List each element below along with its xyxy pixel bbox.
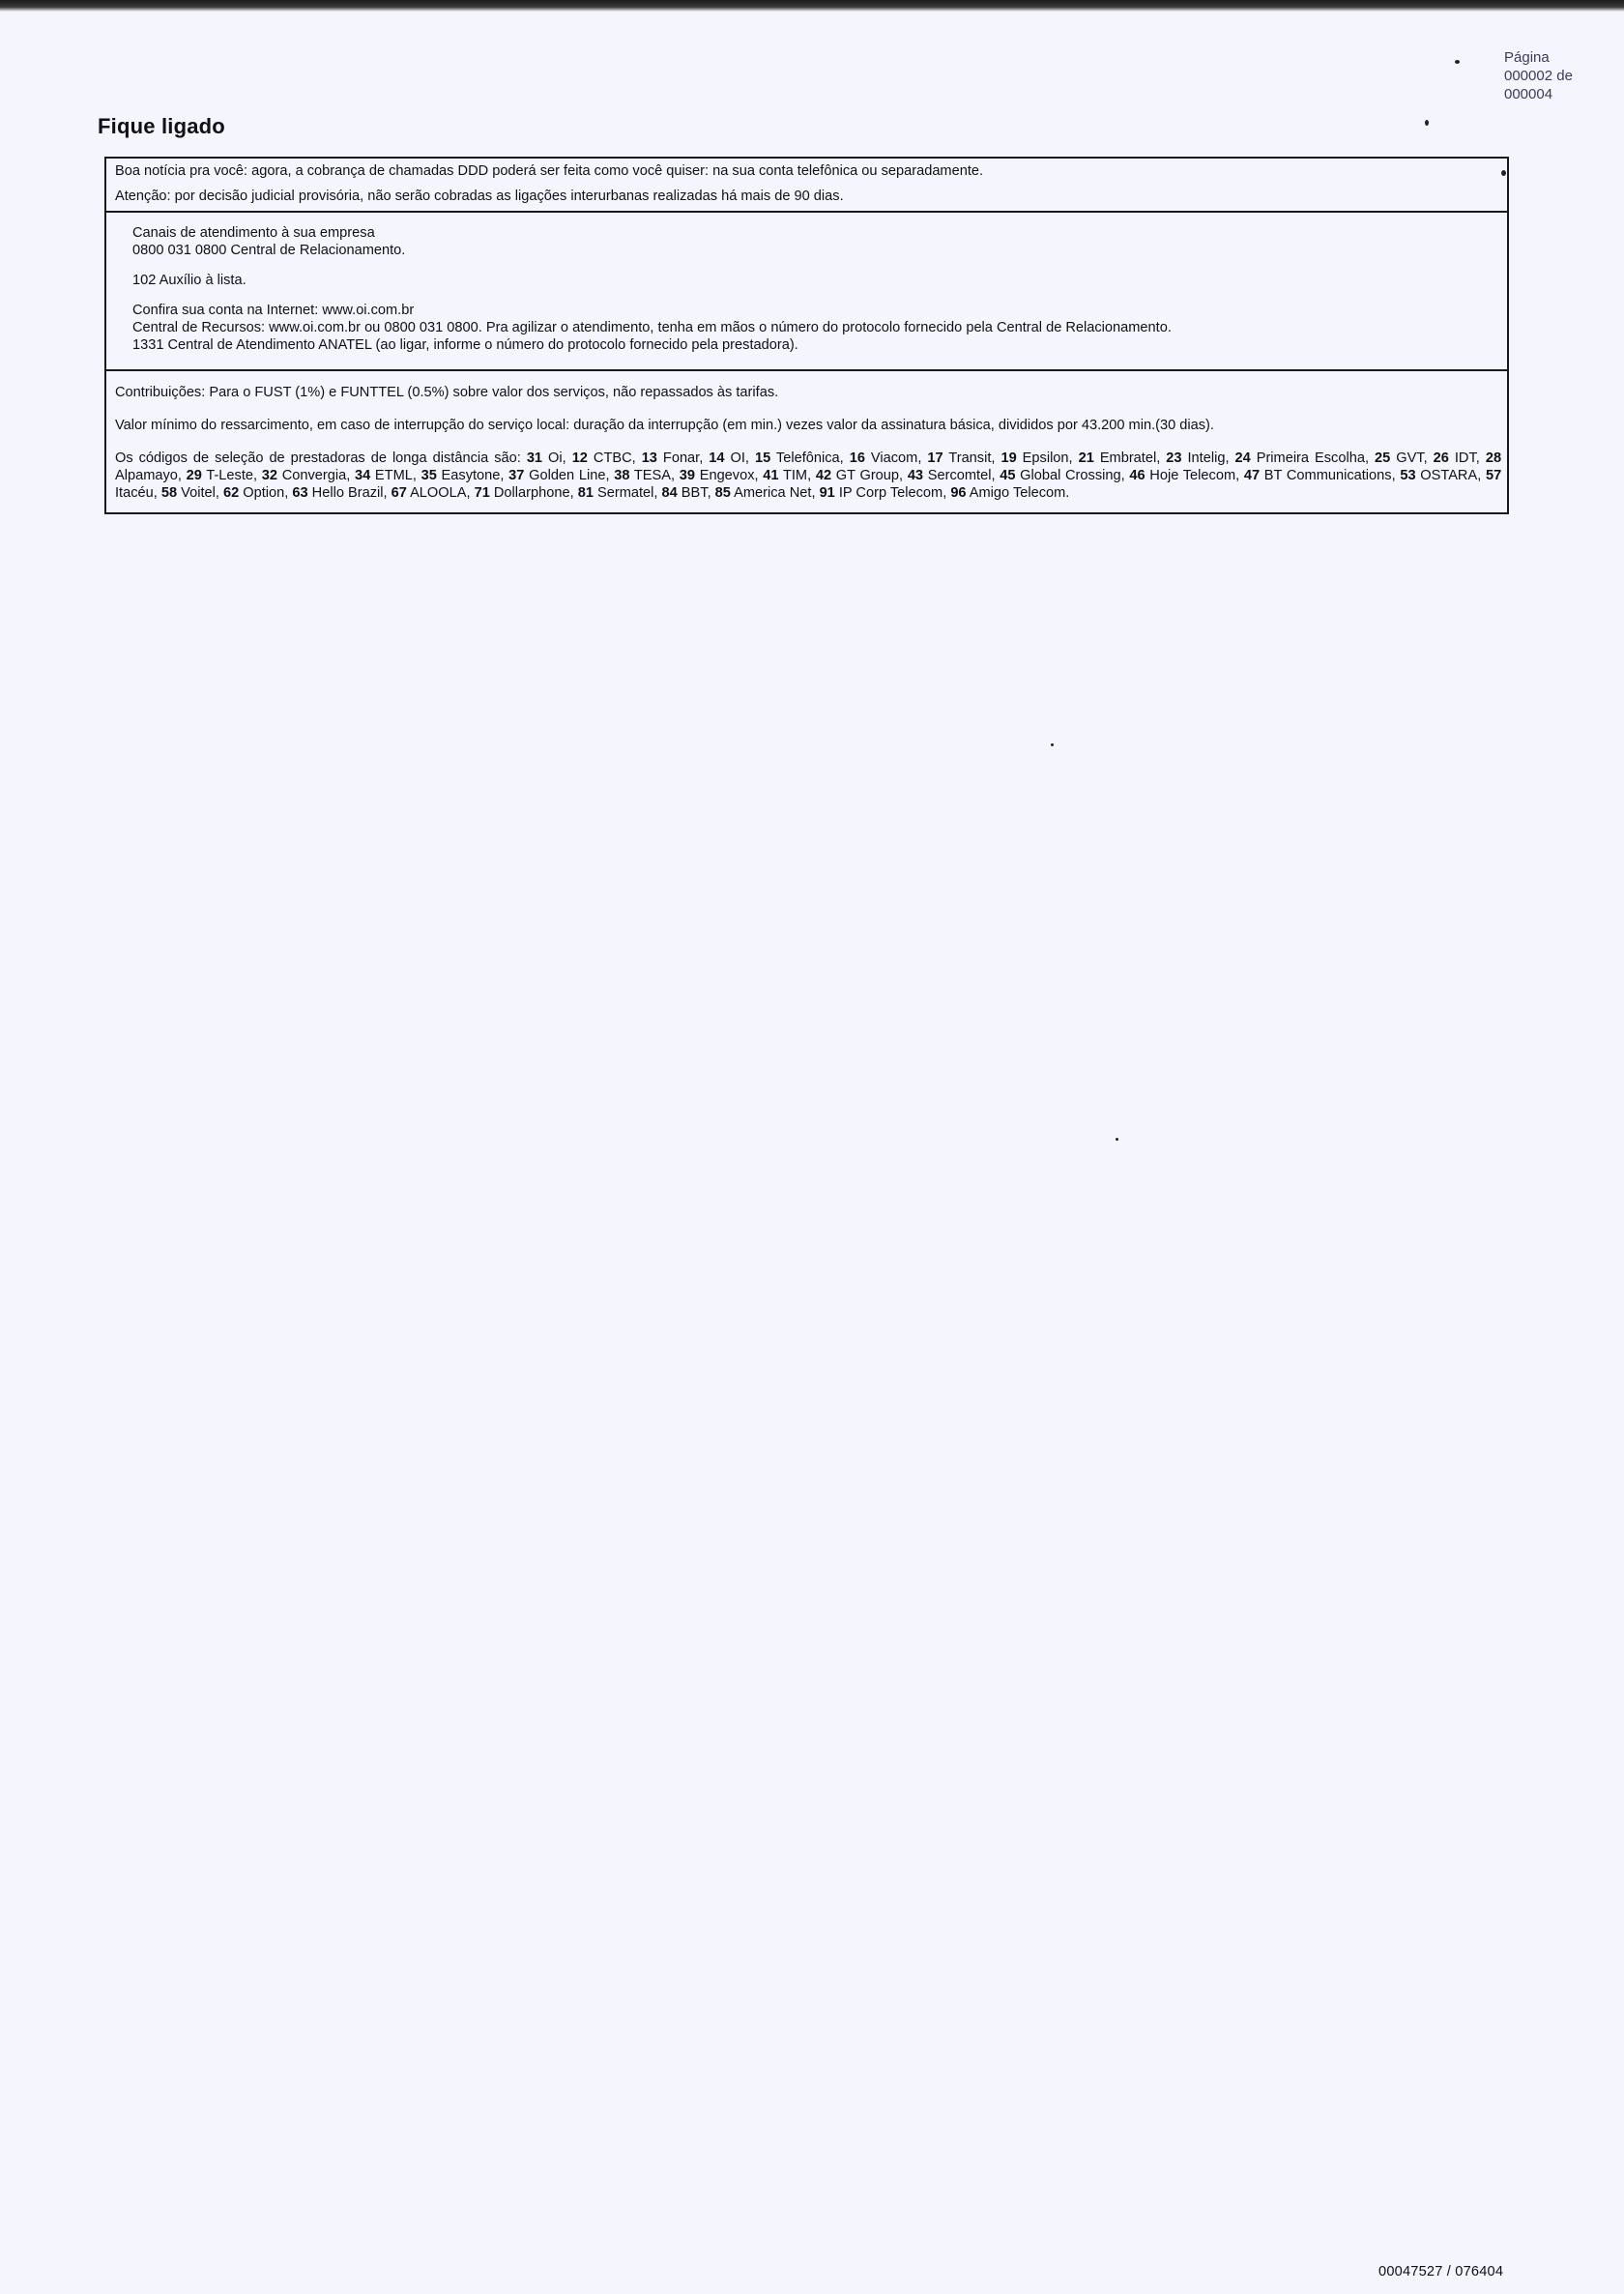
carrier-item [680,468,755,483]
document-code: 00047527 / 076404 [1378,2264,1504,2279]
carrier-code: 42 [815,468,832,483]
carrier-name: Hello Brazil [307,485,384,501]
carrier-name: CTBC [587,450,632,466]
carrier-code: 23 [1166,450,1182,466]
directory-assistance: 102 Auxílio à lista. [132,273,246,288]
carrier-item [527,450,563,466]
carrier-item [1375,450,1424,466]
page-number [1504,48,1573,103]
page-current: 000002 [1504,68,1553,84]
contact-section [106,213,1507,371]
carrier-code: 53 [1400,468,1416,483]
carrier-code: 37 [508,468,525,483]
carrier-name: ALOOLA [406,485,467,501]
carrier-code: 28 [1485,450,1502,466]
channels-title: Canais de atendimento à sua empresa [132,225,375,241]
scan-speck [1455,60,1460,64]
carrier-code: 34 [355,468,371,483]
carrier-code: 29 [186,468,202,483]
carrier-item [908,468,992,483]
carrier-name: GT Group [831,468,900,483]
carrier-code: 31 [526,450,543,466]
carrier-name: Sercomtel [923,468,992,483]
carrier-item [1434,450,1476,466]
carrier-code: 81 [577,485,594,501]
page-separator: de [1556,68,1573,84]
carrier-code: 85 [714,485,731,501]
carrier-item [392,485,467,501]
carrier-name: Convergia [277,468,347,483]
scan-edge [0,0,1624,12]
refund-text: Valor mínimo do ressarcimento, em caso de interrupção do serviço local: duração da interrupção (em min.) vezes valor da assinatura básica, divididos por 43.200 min.(30 dias). [115,418,1214,433]
carrier-name: Itacéu [115,485,154,501]
carrier-item [355,468,413,483]
carrier-item [161,485,216,501]
carrier-name: Global Crossing [1015,468,1121,483]
carrier-code: 35 [420,468,437,483]
carrier-item [820,485,943,501]
carrier-item [187,468,253,483]
carrier-codes-intro: Os códigos de seleção de prestadoras de longa distância são: [115,450,527,466]
carrier-item [927,450,991,466]
carrier-name: OI [724,450,745,466]
carrier-name: TESA [629,468,672,483]
carrier-name: Dollarphone [489,485,570,501]
carrier-name: Viacom [864,450,918,466]
carrier-code: 39 [679,468,696,483]
carrier-item [1244,468,1392,483]
carrier-code: 19 [1000,450,1017,466]
carrier-name: America Net [730,485,812,501]
carrier-item [715,485,812,501]
info-section [106,371,1507,512]
carrier-name: Easytone [436,468,501,483]
carrier-item [614,468,671,483]
carrier-name: Epsilon [1016,450,1069,466]
carrier-name: IDT [1448,450,1476,466]
carrier-item [223,485,284,501]
carrier-code: 17 [927,450,943,466]
notice-court-decision: Atenção: por decisão judicial provisória, não serão cobradas as ligações interurbanas realizadas há mais de 90 dias. [115,189,844,204]
carrier-name: Sermatel [593,485,654,501]
carrier-item [763,468,807,483]
carrier-item [662,485,708,501]
carrier-code: 58 [160,485,178,501]
carrier-code: 41 [763,468,779,483]
carrier-name: OSTARA [1415,468,1478,483]
carrier-name: Telefônica [770,450,840,466]
carrier-code: 45 [1000,468,1016,483]
carrier-code: 15 [754,450,771,466]
carrier-item [1234,450,1364,466]
internet-line: Confira sua conta na Internet: www.oi.com.br [132,303,415,318]
online-block [132,302,1499,354]
anatel-line: 1331 Central de Atendimento ANATEL (ao ligar, informe o número do protocolo fornecido pela prestadora). [132,337,798,353]
carrier-item [1129,468,1235,483]
carrier-item [572,450,632,466]
carrier-name: Golden Line [524,468,606,483]
carrier-code: 63 [292,485,308,501]
carrier-code: 24 [1234,450,1251,466]
carrier-name: T-Leste [201,468,254,483]
carrier-code: 91 [819,485,835,501]
carrier-name: Embratel [1093,450,1157,466]
carrier-item [1000,468,1120,483]
carrier-code: 71 [474,485,490,501]
carrier-name: Alpamayo [115,468,178,483]
carrier-name: Transit [942,450,992,466]
channels-block [132,224,1499,259]
carrier-name: Oi [542,450,563,466]
carrier-code: 25 [1375,450,1391,466]
page-current-row [1504,67,1573,85]
carrier-item [642,450,700,466]
carrier-code: 16 [849,450,865,466]
carrier-code: 57 [1485,468,1502,483]
carrier-name: BT Communications [1260,468,1392,483]
carrier-name: Hoje Telecom [1145,468,1236,483]
carrier-code: 12 [571,450,588,466]
carrier-codes-text: Os códigos de seleção de prestadoras de longa distância são: 31 Oi, 12 CTBC, 13 Fonar, 14 OI, 15 Telefônica, 16 Viacom, 17 Transit, 19 Epsilon, 21 Embratel, 23 Intelig, 24 Primeira Escolha, 25 GVT, 26 IDT, 28 Alpamayo, 29 T-Leste, 32 Convergia, 34 ETML, 35 Easytone, 37 Golden Line, 38 TESA, 39 Engevox, 41 TIM, 42 GT Group, 43 Sercomtel, 45 Global Crossing, 46 Hoje Telecom, 47 BT Communications, 53 OSTARA, 57 Itacéu, 58 Voitel, 62 Option, 63 Hello Brazil, 67 ALOOLA, 71 Dollarphone, 81 Sermatel, 84 BBT, 85 America Net, 91 IP Corp Telecom, 96 Amigo Telecom. [115,450,1502,501]
carrier-name: Fonar [656,450,700,466]
notices-section [106,159,1507,213]
carrier-name: GVT [1390,450,1424,466]
carrier-name: IP Corp Telecom [834,485,943,501]
scan-speck [1501,170,1506,176]
carrier-item [475,485,570,501]
carrier-code: 38 [614,468,630,483]
carrier-item [1000,450,1068,466]
scan-speck [1116,1138,1118,1141]
carrier-item [1400,468,1477,483]
carrier-item [850,450,918,466]
carrier-name: Primeira Escolha [1250,450,1365,466]
carrier-name: Engevox [695,468,755,483]
carrier-code: 32 [261,468,278,483]
carrier-item [578,485,654,501]
carrier-code: 14 [709,450,725,466]
carrier-code: 62 [222,485,240,501]
section-title: Fique ligado [98,114,225,138]
carrier-code: 26 [1433,450,1449,466]
carrier-name: TIM [778,468,808,483]
resources-line: Central de Recursos: www.oi.com.br ou 0800 031 0800. Pra agilizar o atendimento, tenha em mãos o número do protocolo fornecido pela Central de Relacionamento. [132,320,1172,335]
page-total: 000004 [1504,86,1553,102]
carrier-name: Voitel [177,485,216,501]
carrier-code: 84 [661,485,678,501]
carrier-name: ETML [370,468,413,483]
carrier-code: 43 [907,468,924,483]
carrier-item [508,468,605,483]
carrier-item [755,450,840,466]
carrier-name: Intelig [1181,450,1226,466]
carrier-item [1166,450,1225,466]
page-label: Página [1504,49,1550,66]
carrier-code: 96 [950,485,967,501]
carrier-item [816,468,899,483]
carrier-code: 13 [641,450,657,466]
carrier-name: BBT [677,485,708,501]
carrier-item [292,485,383,501]
notice-ddd-billing: Boa notícia pra você: agora, a cobrança de chamadas DDD poderá ser feita como você quiser: na sua conta telefônica ou separadamente. [115,163,984,179]
carrier-name: Option [239,485,285,501]
carrier-item [421,468,501,483]
carrier-code: 46 [1129,468,1146,483]
contributions-text: Contribuições: Para o FUST (1%) e FUNTTEL (0.5%) sobre valor dos serviços, não repassados às tarifas. [115,385,779,400]
carrier-item [709,450,745,466]
carrier-code: 47 [1243,468,1261,483]
carrier-item [1079,450,1157,466]
carrier-item [950,485,1065,501]
relationship-center: 0800 031 0800 Central de Relacionamento. [132,243,406,258]
scan-speck [1425,120,1429,126]
carrier-name: Amigo Telecom [966,485,1066,501]
info-box [104,157,1509,514]
carrier-code: 21 [1078,450,1094,466]
carrier-code: 67 [391,485,407,501]
scan-speck [1051,743,1054,746]
carrier-item [262,468,346,483]
